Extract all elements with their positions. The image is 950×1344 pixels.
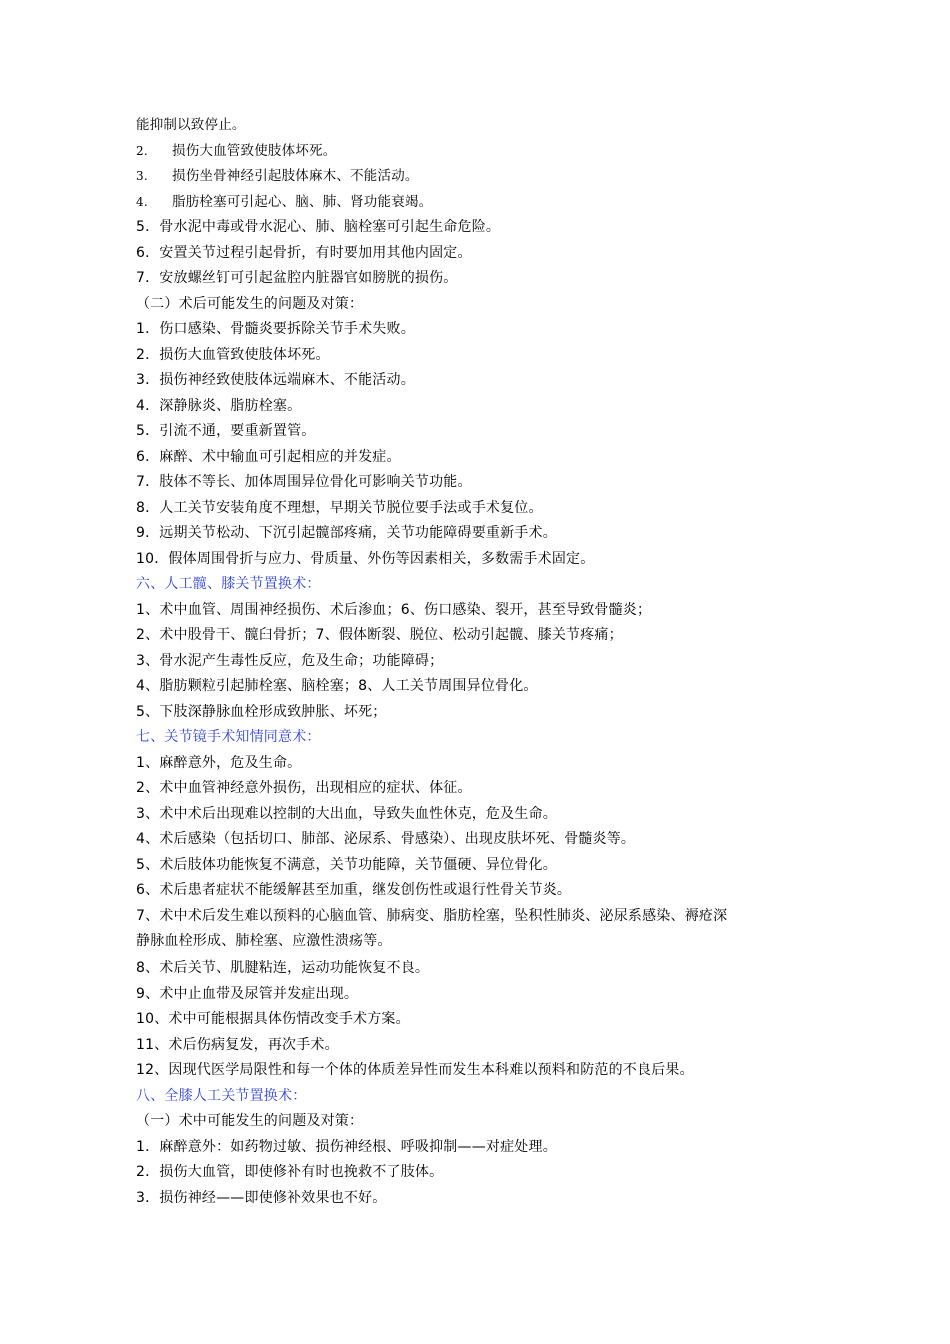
list-item: 9、术中止血带及尿管并发症出现。 (136, 985, 359, 1002)
list-item: 8．人工关节安装角度不理想，早期关节脱位要手法或手术复位。 (136, 499, 543, 516)
section-heading: 七、关节镜手术知情同意术： (136, 729, 321, 745)
list-item: 10．假体周围骨折与应力、骨质量、外伤等因素相关，多数需手术固定。 (136, 550, 595, 567)
list-item: 3、术中术后出现难以控制的大出血，导致失血性休克，危及生命。 (136, 805, 557, 822)
list-text: 损伤大血管致使肢体坏死。 (172, 142, 337, 159)
list-item: 2．损伤大血管致使肢体坏死。 (136, 346, 330, 363)
list-item: 3．损伤神经——即使修补效果也不好。 (136, 1189, 387, 1206)
list-item: 5、术后肢体功能恢复不满意，关节功能障，关节僵硬、异位骨化。 (136, 856, 557, 873)
list-item: 1、麻醉意外，危及生命。 (136, 754, 302, 771)
list-number: 2. (136, 143, 148, 158)
list-item: 7．安放螺丝钉可引起盆腔内脏器官如膀胱的损伤。 (136, 270, 458, 286)
list-item: 10、术中可能根据具体伤情改变手术方案。 (136, 1011, 410, 1027)
list-item: 4．深静脉炎、脂肪栓塞。 (136, 397, 302, 414)
list-item: 5、下肢深静脉血栓形成致肿胀、坏死； (136, 703, 387, 720)
list-item: 2、术中血管神经意外损伤，出现相应的症状、体征。 (136, 780, 472, 796)
list-item: 4、术后感染（包括切口、肺部、泌尿系、骨感染）、出现皮肤坏死、骨髓炎等。 (136, 831, 636, 847)
section-heading: 六、人工髋、膝关节置换术： (136, 576, 321, 592)
list-item: 1、术中血管、周围神经损伤、术后渗血；6、伤口感染、裂开，甚至导致骨髓炎； (136, 601, 652, 618)
list-item: 9．远期关节松动、下沉引起髋部疼痛，关节功能障碍要重新手术。 (136, 525, 557, 541)
list-text: 脂肪栓塞可引起心、脑、肺、肾功能衰竭。 (172, 193, 433, 210)
list-item: 2、术中股骨干、髋臼骨折；7、假体断裂、脱位、松动引起髋、膝关节疼痛； (136, 627, 623, 643)
list-number: 3. (136, 169, 148, 183)
section-heading: 八、全膝人工关节置换术： (136, 1087, 307, 1104)
list-item: 2．损伤大血管，即使修补有时也挽救不了肢体。 (136, 1164, 444, 1180)
paragraph-line: 能抑制以致停止。 (136, 117, 246, 133)
list-item: 5．引流不通，要重新置管。 (136, 423, 316, 439)
list-item: 4、脂肪颗粒引起肺栓塞、脑栓塞；8、人工关节周围异位骨化。 (136, 678, 538, 694)
list-item (136, 164, 816, 190)
list-item (136, 139, 816, 165)
subsection-heading: （一）术中可能发生的问题及对策： (136, 1113, 364, 1129)
list-item: 3．损伤神经致使肢体远端麻木、不能活动。 (136, 372, 415, 388)
list-item (136, 190, 816, 216)
list-item: 1．伤口感染、骨髓炎要拆除关节手术失败。 (136, 321, 415, 337)
list-item: 静脉血栓形成、肺栓塞、应激性溃疡等。 (136, 933, 392, 949)
list-item: 5．骨水泥中毒或骨水泥心、肺、脑栓塞可引起生命危险。 (136, 219, 501, 235)
document-body (136, 113, 816, 1211)
list-item: 7、术中术后发生难以预料的心脑血管、肺病变、脂肪栓塞，坠积性肺炎、泌尿系感染、褥疮深 (136, 907, 728, 924)
list-number: 4. (136, 194, 148, 209)
list-item: 6．麻醉、术中输血可引起相应的并发症。 (136, 448, 401, 465)
list-item: 12、因现代医学局限性和每一个体的体质差异性而发生本科难以预料和防范的不良后果。 (136, 1062, 694, 1078)
list-text: 损伤坐骨神经引起肢体麻木、不能活动。 (172, 168, 419, 184)
list-item: 7．肢体不等长、加体周围异位骨化可影响关节功能。 (136, 474, 472, 490)
list-item: 1．麻醉意外：如药物过敏、损伤神经根、呼吸抑制——对症处理。 (136, 1138, 557, 1155)
list-item: 6、术后患者症状不能缓解甚至加重，继发创伤性或退行性骨关节炎。 (136, 882, 572, 898)
list-item: 3、骨水泥产生毒性反应，危及生命；功能障碍； (136, 652, 444, 669)
list-item: 6．安置关节过程引起骨折，有时要加用其他内固定。 (136, 244, 472, 261)
list-item: 8、术后关节、肌腱粘连，运动功能恢复不良。 (136, 960, 430, 976)
subsection-heading: （二）术后可能发生的问题及对策： (136, 295, 364, 312)
list-item: 11、术后伤病复发，再次手术。 (136, 1036, 339, 1053)
